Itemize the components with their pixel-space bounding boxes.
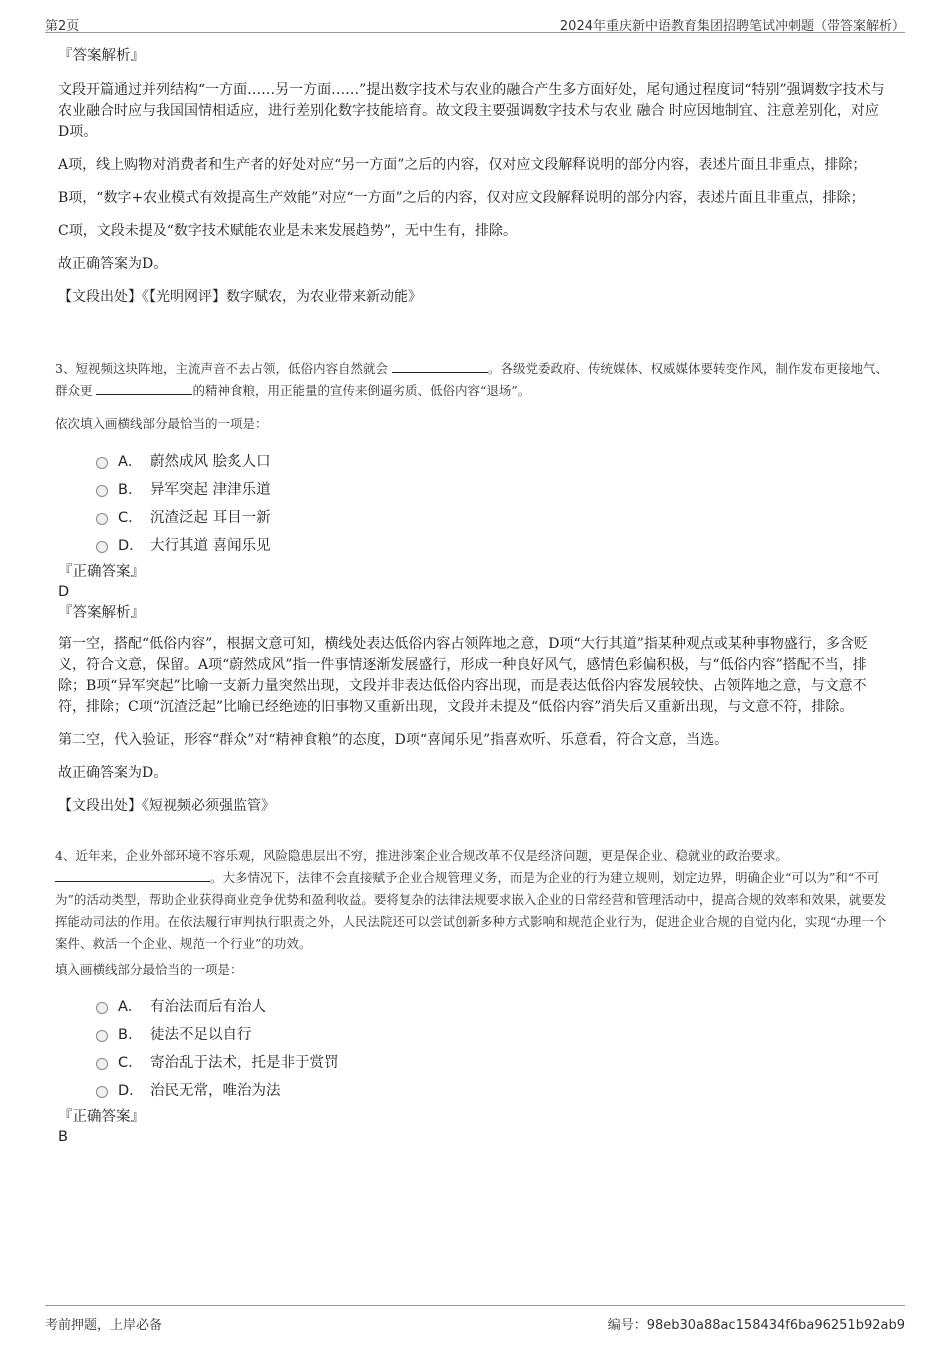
radio-icon[interactable] <box>96 1002 108 1014</box>
q4-option-c[interactable] <box>96 1047 339 1075</box>
q3-option-b[interactable] <box>96 474 271 502</box>
q2-analysis-paragraph: 文段开篇通过并列结构“一方面……另一方面……”提出数字技术与农业的融合产生多方面好处，尾句通过程度词“特别”强调数字技术与农业融合时应与我国国情相适应，进行差别化数字技能培育。故文段主要强调数字技术与农业 融合 时应因地制宜、注意差别化，对应D项。 <box>58 82 885 140</box>
document-title: 2024年重庆新中语教育集团招聘笔试冲刺题（带答案解析） <box>559 19 905 34</box>
option-text: 沉渣泛起 耳目一新 <box>150 509 271 526</box>
q3-option-a[interactable] <box>96 446 271 474</box>
q3-prompt: 依次填入画横线部分最恰当的一项是： <box>55 416 268 431</box>
option-text: 异军突起 津津乐道 <box>150 481 271 498</box>
q2-conclusion: 故正确答案为D。 <box>58 256 168 272</box>
radio-icon[interactable] <box>96 513 108 525</box>
q3-stem-part1: 3、短视频这块阵地，主流声音不去占领，低俗内容自然就会 <box>55 361 392 376</box>
radio-icon[interactable] <box>96 541 108 553</box>
q3-conclusion: 故正确答案为D。 <box>58 765 168 781</box>
q4-stem <box>55 845 890 955</box>
page-header <box>45 12 905 33</box>
option-letter: D． <box>118 537 144 554</box>
q4-option-b[interactable] <box>96 1019 339 1047</box>
radio-icon[interactable] <box>96 457 108 469</box>
q4-answer-heading: 『正确答案』 <box>58 1109 145 1125</box>
option-text: 大行其道 喜闻乐见 <box>150 537 271 554</box>
option-letter: B． <box>118 1026 143 1043</box>
option-text: 治民无常，唯治为法 <box>150 1082 281 1099</box>
q4-stem-part1: 4、近年来，企业外部环境不容乐观，风险隐患层出不穷，推进涉案企业合规改革不仅是经济问题，更是保企业、稳就业的政治要求。 <box>55 848 788 863</box>
q4-blank <box>55 867 210 882</box>
radio-icon[interactable] <box>96 1030 108 1042</box>
option-letter: D． <box>118 1082 144 1099</box>
q3-analysis-paragraph-2: 第二空，代入验证，形容“群众”对“精神食粮”的态度，D项“喜闻乐见”指喜欢听、乐意看，符合文意，当选。 <box>58 732 729 748</box>
q4-prompt: 填入画横线部分最恰当的一项是： <box>55 962 243 977</box>
option-letter: C． <box>118 509 143 526</box>
option-text: 徒法不足以自行 <box>150 1026 252 1043</box>
q2-analysis-option-a: A项，线上购物对消费者和生产者的好处对应“另一方面”之后的内容，仅对应文段解释说明的部分内容，表述片面且非重点，排除； <box>58 157 867 173</box>
q2-analysis-heading: 『答案解析』 <box>58 48 145 64</box>
q3-answer-heading: 『正确答案』 <box>58 564 145 580</box>
option-letter: A． <box>118 998 143 1015</box>
option-letter: A． <box>118 453 143 470</box>
q3-answer-block <box>58 562 145 623</box>
q3-stem <box>55 358 890 402</box>
footer-slogan: 考前押题，上岸必备 <box>45 1318 163 1333</box>
option-text: 有治法而后有治人 <box>150 998 266 1015</box>
radio-icon[interactable] <box>96 1086 108 1098</box>
q3-stem-part3: 的精神食粮，用正能量的宣传来倒逼劣质、低俗内容“退场”。 <box>192 383 531 398</box>
q3-stem-part2: 。各级党委政府、传统媒体、权威媒体要转变作风，制作发布更接地气、群众更 <box>55 361 888 398</box>
q3-options <box>96 446 271 558</box>
q2-analysis-option-c: C项，文段未提及“数字技术赋能农业是未来发展趋势”，无中生有，排除。 <box>58 223 518 239</box>
q3-blank-2 <box>96 380 192 395</box>
q3-option-d[interactable] <box>96 530 271 558</box>
option-text: 寄治乱于法术，托是非于赏罚 <box>150 1054 339 1071</box>
q4-answer: B <box>58 1129 68 1145</box>
page-footer <box>45 1305 905 1334</box>
q2-analysis-option-b: B项，“数字+农业模式有效提高生产效能”对应“一方面”之后的内容，仅对应文段解释说明的部分内容，表述片面且非重点，排除； <box>58 190 865 206</box>
q3-analysis-heading: 『答案解析』 <box>58 605 145 621</box>
radio-icon[interactable] <box>96 1058 108 1070</box>
q3-analysis <box>58 634 888 829</box>
q4-option-d[interactable] <box>96 1075 339 1103</box>
q4-answer-block <box>58 1107 145 1147</box>
q3-analysis-paragraph-1: 第一空，搭配“低俗内容”，根据文意可知，横线处表达低俗内容占领阵地之意，D项“大行其道”指某种观点或某种事物盛行，多含贬义，符合文意，保留。A项“蔚然成风”指一件事情逐渐发展盛行，形成一种良好风气，感情色彩偏积极，与“低俗内容”搭配不当，排除；B项“异军突起”比喻一支新力量突然出现，文段并非表达低俗内容出现，而是表达低俗内容发展较快、占领阵地之意，与文意不符，排除；C项“沉渣泛起”比喻已经绝迹的旧事物又重新出现，文段并未提及“低俗内容”消失后又重新出现，与文意不符，排除。 <box>58 636 868 715</box>
option-letter: C． <box>118 1054 143 1071</box>
q4-stem-part2: 。大多情况下，法律不会直接赋予企业合规管理义务，而是为企业的行为建立规则，划定边界，明确企业“可以为”和“不可为”的活动类型，帮助企业获得商业竞争优势和盈利收益。要将复杂的法律法规要求嵌入企业的日常经营和管理活动中，提高合规的效率和效果，就要发挥能动司法的作用。在依法履行审判执行职责之外，人民法院还可以尝试创新多种方式影响和规范企业行为，促进企业合规的自觉内化，实现“办理一个案件、救活一个企业、规范一个行业”的功效。 <box>55 870 887 951</box>
q3-option-c[interactable] <box>96 502 271 530</box>
option-letter: B． <box>118 481 143 498</box>
q2-analysis <box>58 46 888 320</box>
page-number: 第2页 <box>45 19 80 34</box>
radio-icon[interactable] <box>96 485 108 497</box>
footer-serial: 编号：98eb30a88ac158434f6ba96251b92ab9 <box>607 1318 905 1333</box>
q3-blank-1 <box>392 358 488 373</box>
q2-source: 【文段出处】《【光明网评】数字赋农，为农业带来新动能》 <box>58 289 422 305</box>
option-text: 蔚然成风 脍炙人口 <box>150 453 271 470</box>
q3-source: 【文段出处】《短视频必须强监管》 <box>58 798 275 814</box>
q4-options <box>96 991 339 1103</box>
q4-option-a[interactable] <box>96 991 339 1019</box>
q3-answer: D <box>58 584 70 600</box>
